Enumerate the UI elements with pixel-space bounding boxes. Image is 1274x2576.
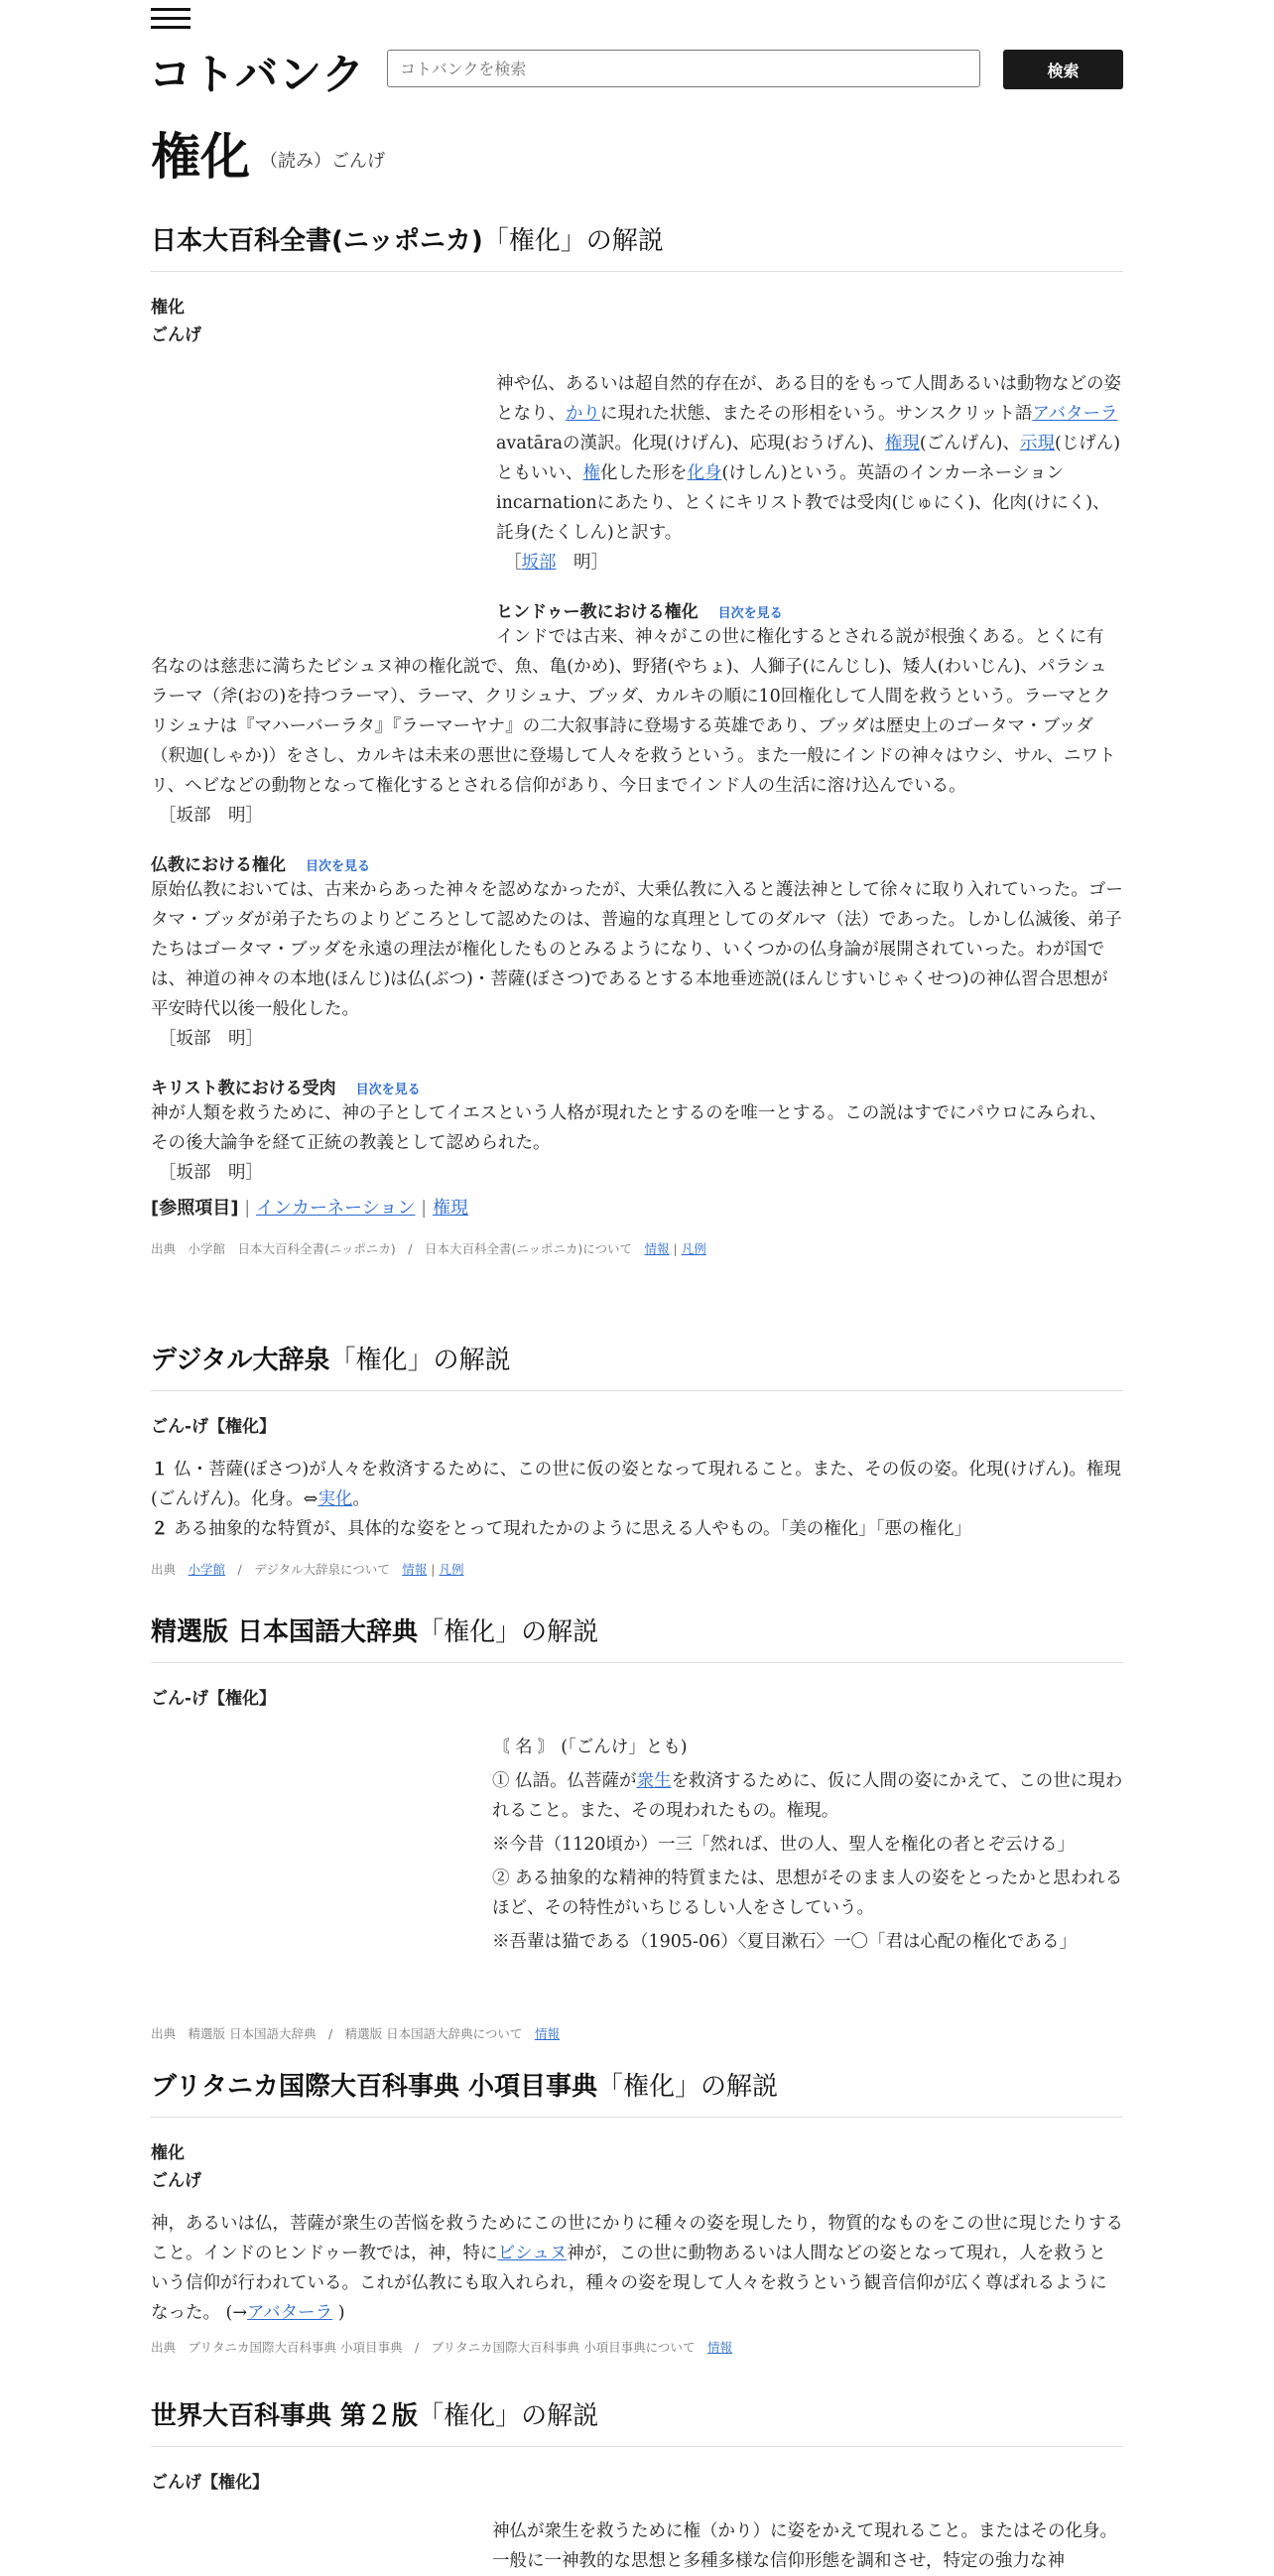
author-note: ［坂部 明］ [159, 1029, 263, 1049]
link-keshin[interactable]: 化身 [687, 463, 722, 483]
entry-term: ごん‐げ【権化】 [151, 1417, 277, 1437]
entry-term: 権化 [151, 298, 185, 318]
intro-paragraph: 神や仏、あるいは超自然的存在が、ある目的をもって人間あるいは動物などの姿となり、かりに現れた状態、またその形相をいう。サンスクリット語アバターラavatāraの漢訳。化現(けげん)、応現(おうげん)、権現(ごんげん)、示現(じげん)ともいい、権化した形を化身(けしん)という。英語のインカーネーションincarnationにあたり、とくにキリスト教では受肉(じゅにく)、化肉(けにく)、託身(たくしん)と訳す。 ［坂部 明］ [496, 369, 1123, 578]
subheading-buddhism: 仏教における権化 目次を見る [151, 855, 371, 875]
link-avatara[interactable]: アバターラ [1032, 404, 1118, 424]
section-heading: 日本大百科全書(ニッポニカ)「権化」の解説 [151, 220, 1123, 272]
link-jigen[interactable]: 示現 [1019, 434, 1055, 453]
entry-reading: ごんげ [151, 2171, 201, 2191]
info-link[interactable]: 情報 [706, 2340, 732, 2355]
info-link[interactable]: 情報 [644, 1241, 670, 1256]
link-gongen[interactable]: 権現 [884, 434, 920, 453]
legend-link[interactable]: 凡例 [439, 1562, 464, 1577]
entry-term: 権化 [151, 2143, 185, 2163]
source-line: 出典 小学館 / デジタル大辞泉について 情報 | 凡例 [151, 1562, 464, 1577]
link-gon[interactable]: 権 [582, 463, 600, 483]
entry-reading: ごんげ [151, 325, 201, 345]
link-jikke[interactable]: 実化 [318, 1489, 353, 1509]
ref-link-incarnation[interactable]: インカーネーション [256, 1198, 416, 1219]
link-vishnu[interactable]: ビシュヌ [497, 2244, 568, 2263]
info-link[interactable]: 情報 [402, 1562, 428, 1577]
page-reading: （読み）ごんげ [260, 151, 385, 172]
search-button[interactable]: 検索 [1003, 50, 1123, 89]
ref-link-gongen[interactable]: 権現 [432, 1198, 468, 1219]
author-note: ［坂部 明］ [159, 806, 263, 826]
entry-term: ごん‐げ【権化】 [151, 1689, 277, 1709]
definition-1: １ 仏・菩薩(ぼさつ)が人々を救済するために、この世に仮の姿となって現れること。また、その仮の姿。化現(けげん)。権現(ごんげん)。化身。⇔実化。 [151, 1460, 1121, 1509]
author-note: ［坂部 明］ [504, 553, 608, 573]
section-heading: 精選版 日本国語大辞典「権化」の解説 [151, 1611, 1123, 1663]
link-kari[interactable]: かり [566, 404, 600, 424]
section-daijisen [151, 1340, 1123, 1578]
definition-paragraph: 神，あるいは仏，菩薩が衆生の苦悩を救うためにこの世にかりに種々の姿を現したり，物質的なものをこの世に現じたりすること。インドのヒンドゥー教では，神，特にビシュヌ神が，この世に動物あるいは人間などの姿となって現れ，人を救うという信仰が行われている。これが仏教にも取入れられ，種々の姿を現して人々を救うという観音信仰が広く尊ばれるようになった。 (→アバターラ ) [151, 2214, 1123, 2323]
source-line: 出典 ブリタニカ国際大百科事典 小項目事典 / ブリタニカ国際大百科事典 小項目事典について 情報 [151, 2340, 732, 2355]
subheading-hindu: ヒンドゥー教における権化 目次を見る [496, 602, 783, 622]
section-britannica [151, 2066, 1123, 2356]
link-avatara[interactable]: アバターラ [247, 2303, 333, 2323]
section-sekai [151, 2395, 1123, 2576]
definition-block: 〘 名 〙 (「ごんけ」とも) ① 仏語。仏菩薩が衆生を救済するために、仮に人間の姿にかえて、この世に現われること。また、その現われたもの。権現。 ※今昔（1120頃か）一三「然れば、世の人、聖人を権化の者とぞ云ける」 ② ある抽象的な精神的特質または、思想がそのまま人の姿をとったかと思われるほど、その特性がいちじるしい人をさしていう。 ※吾輩は猫である（1905‐06）〈夏目漱石〉一〇「君は心配の権化である」 [492, 1738, 1123, 1952]
subheading-christianity: キリスト教における受肉 目次を見る [151, 1079, 421, 1098]
legend-link[interactable]: 凡例 [681, 1241, 706, 1256]
page-title: 権化 [151, 128, 250, 186]
section-heading: ブリタニカ国際大百科事典 小項目事典「権化」の解説 [151, 2066, 1123, 2118]
author-note: ［坂部 明］ [159, 1163, 263, 1183]
source-line: 出典 小学館 日本大百科全書(ニッポニカ) / 日本大百科全書(ニッポニカ)について 情報 | 凡例 [151, 1241, 706, 1256]
toc-link[interactable]: 目次を見る [717, 606, 783, 621]
toc-link[interactable]: 目次を見る [306, 859, 371, 874]
hindu-paragraph: インドでは古来、神々がこの世に権化するとされる説が根強くある。とくに有 名なのは慈悲に満ちたビシュヌ神の権化説で、魚、亀(かめ)、野猪(やちょ)、人獅子(にんじし)、矮人(わいじん)、パラシュラーマ（斧(おの)を持つラーマ）、ラーマ、クリシュナ、ブッダ、カルキの順に10回権化して人間を救うという。ラーマとクリシュナは『マハーバーラタ』『ラーマーヤナ』の二大叙事詩に登場する英雄であり、ブッダは歴史上のゴータマ・ブッダ（釈迦(しゃか)）をさし、カルキは未来の悪世に登場して人々を救うという。また一般にインドの神々はウシ、サル、ニワトリ、ヘビなどの動物となって権化するとされる信仰があり、今日までインド人の生活に溶け込んでいる。 ［坂部 明］ [151, 622, 1123, 831]
author-link[interactable]: 坂部 [521, 553, 557, 573]
info-link[interactable]: 情報 [534, 2026, 560, 2041]
publisher-link[interactable]: 小学館 [188, 1562, 226, 1577]
entry-term: ごんげ【権化】 [151, 2473, 269, 2493]
menu-icon[interactable] [151, 8, 191, 32]
section-nikkoku [151, 1611, 1123, 2042]
section-heading: 世界大百科事典 第２版「権化」の解説 [151, 2395, 1123, 2447]
toc-link[interactable]: 目次を見る [355, 1083, 421, 1097]
definition-2: ２ ある抽象的な特質が、具体的な姿をとって現れたかのように思える人やもの。「美の権化」「悪の権化」 [151, 1519, 972, 1539]
source-line: 出典 精選版 日本国語大辞典 / 精選版 日本国語大辞典について 情報 [151, 2026, 560, 2041]
search-input[interactable] [387, 50, 980, 87]
christianity-paragraph: 神が人類を救うために、神の子としてイエスという人格が現れたとするのを唯一とする。この説はすでにパウロにみられ、その後大論争を経て正統の教義として認められた。 ［坂部 明］ [151, 1098, 1123, 1188]
link-shujou[interactable]: 衆生 [636, 1771, 672, 1791]
definition-paragraph: 神仏が衆生を救うために権（かり）に姿をかえて現れること。またはその化身。一般に一神教的な思想と多種多様な信仰形態を調和させ，特定の強力な神 [492, 2521, 1117, 2571]
site-logo[interactable]: コトバンク [149, 51, 366, 100]
section-nipponica [151, 220, 1123, 1257]
buddhism-paragraph: 原始仏教においては、古来からあった神々を認めなかったが、大乗仏教に入ると護法神として徐々に取り入れていった。ゴータマ・ブッダが弟子たちのよりどころとして認めたのは、普遍的な真理としてのダルマ（法）であった。しかし仏滅後、弟子たちはゴータマ・ブッダを永遠の理法が権化したものとみるようになり、いくつかの仏身論が展開されていった。わが国では、神道の神々の本地(ほんじ)は仏(ぶつ)・菩薩(ぼさつ)であるとする本地垂迹説(ほんじすいじゃくせつ)の神仏習合思想が平安時代以後一般化した。 ［坂部 明］ [151, 875, 1123, 1054]
reference-items: [参照項目] | インカーネーション | 権現 [151, 1198, 468, 1219]
section-heading: デジタル大辞泉「権化」の解説 [151, 1340, 1123, 1391]
